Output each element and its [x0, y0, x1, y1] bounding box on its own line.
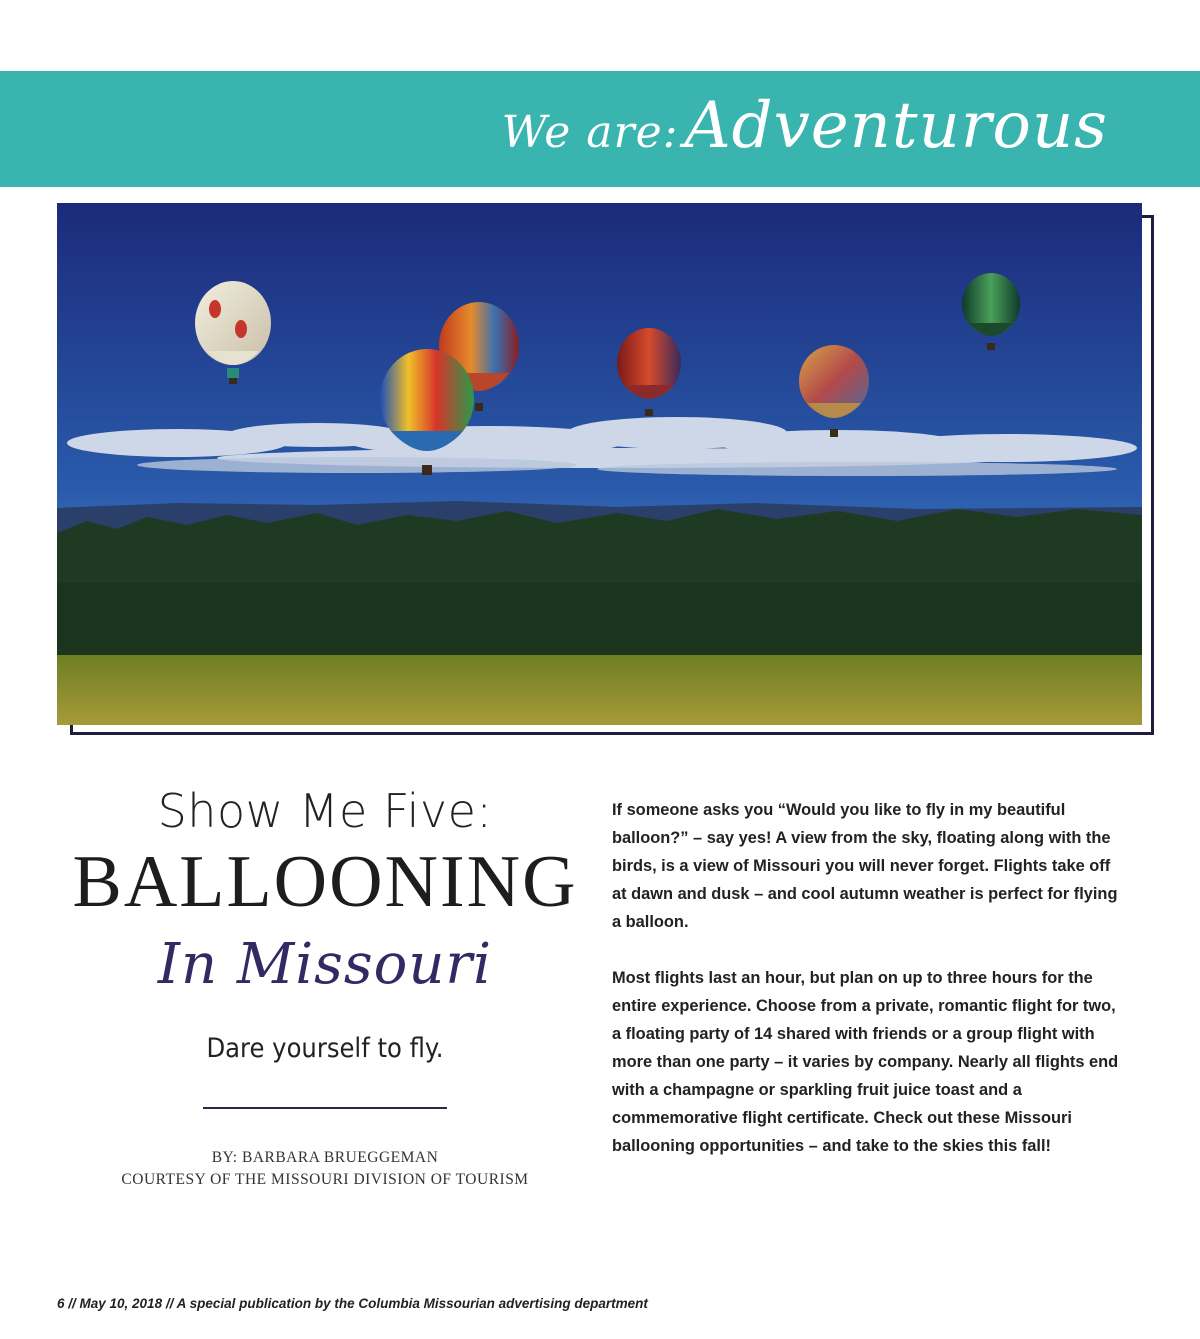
section-banner-title [502, 89, 1108, 163]
article-kicker: Show Me Five: [157, 784, 493, 838]
section-banner [0, 71, 1200, 187]
byline [60, 1147, 590, 1191]
balloons-photo [57, 203, 1142, 725]
divider [203, 1107, 447, 1109]
banner-prefix: We are: [501, 107, 679, 158]
article-subtitle: In Missouri [157, 932, 493, 997]
article-tagline: Dare yourself to fly. [206, 1033, 444, 1064]
photo-credit: COURTESY OF THE MISSOURI DIVISION OF TOURISM [121, 1171, 529, 1188]
headline-block [60, 782, 590, 1191]
paragraph: If someone asks you “Would you like to fly in my beautiful balloon?” – say yes! A view from the sky, floating along with the birds, is a view of Missouri you will never forget. Flights take off at dawn and dusk – and cool autumn weather is perfect for flying a balloon. [612, 801, 1118, 931]
page-footer: 6 // May 10, 2018 // A special publication by the Columbia Missourian advertising department [57, 1296, 648, 1311]
banner-word: Adventurous [684, 89, 1108, 163]
author-line: BY: BARBARA BRUEGGEMAN [211, 1149, 439, 1166]
article-body [612, 796, 1122, 1188]
article-title: BALLOONING [72, 841, 578, 923]
paragraph: Most flights last an hour, but plan on up to three hours for the entire experience. Choose from a private, romantic flight for two, a floating party of 14 shared with friends or a group flight with more than one party – it varies by company. Nearly all flights end with a champagne or sparkling fruit juice toast and a commemorative flight certificate. Check out these Missouri ballooning opportunities – and take to the skies this fall! [612, 969, 1119, 1155]
